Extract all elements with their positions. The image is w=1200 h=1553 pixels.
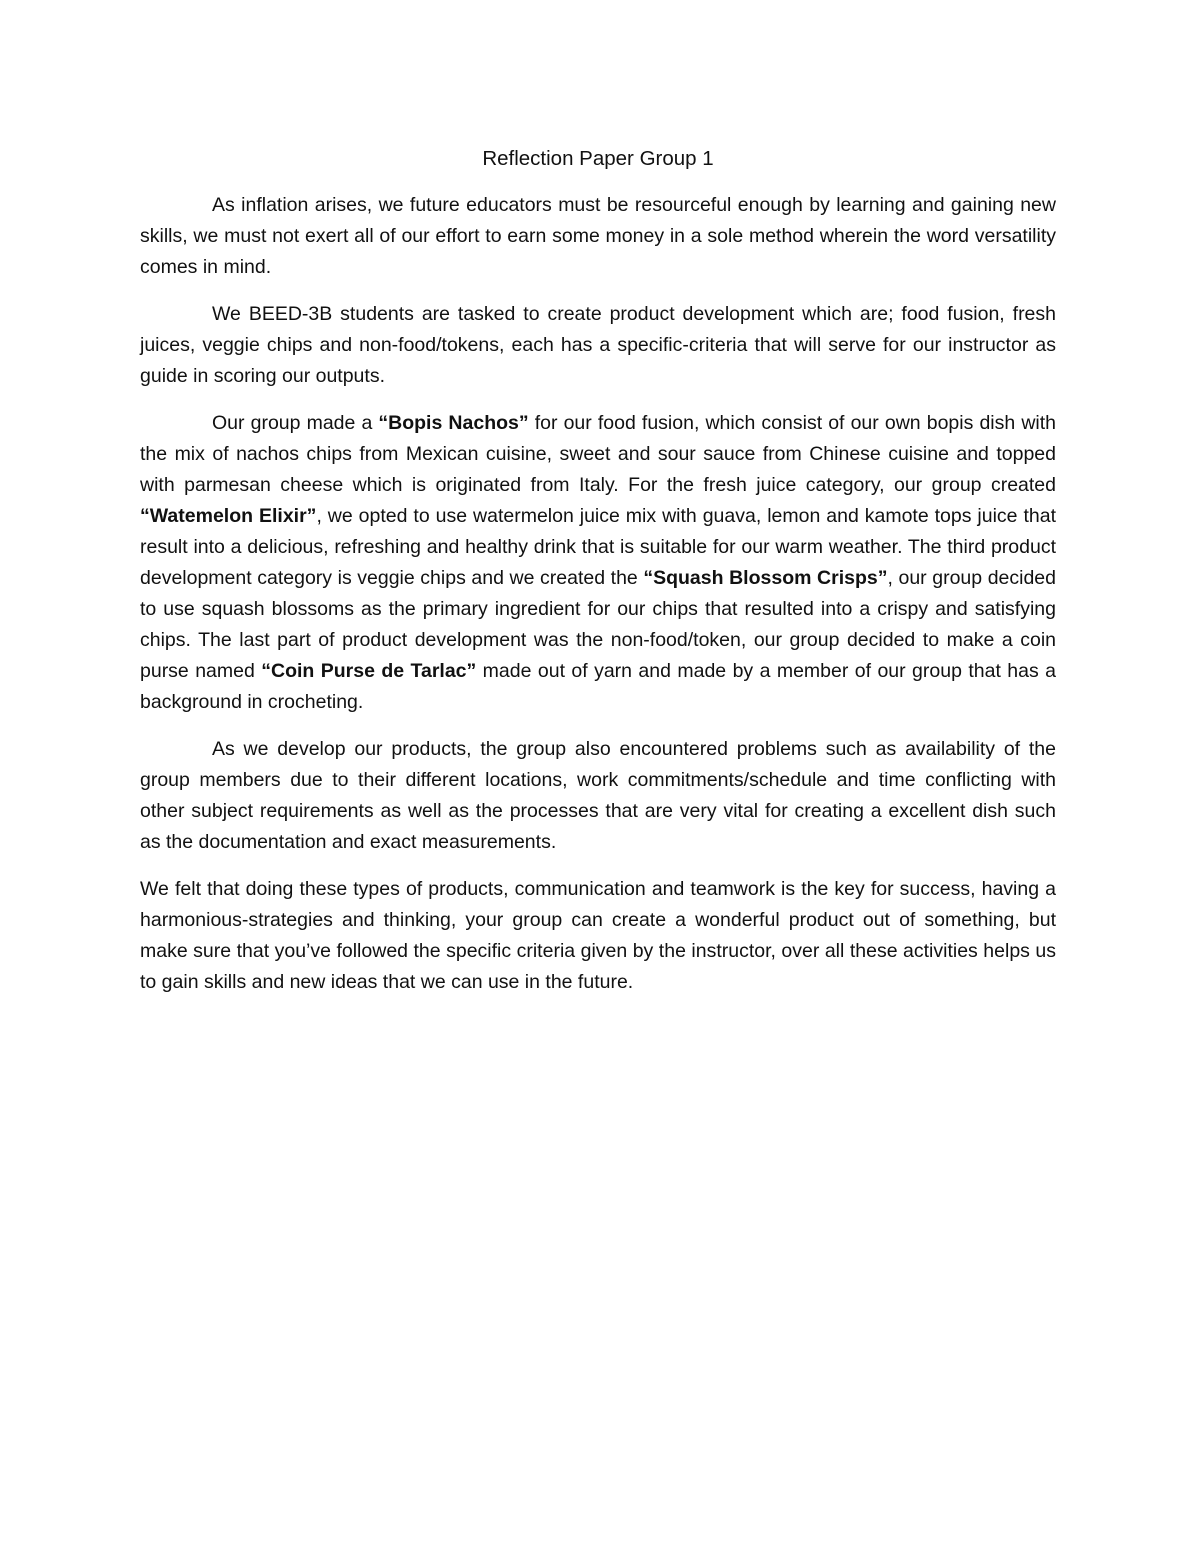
paragraph-3-text-1: Our group made a <box>212 412 379 434</box>
paragraph-3-text-2: for our food fusion, which consist of our own bopis dish with the mix of nachos chips from Mexican cuisine, sweet and sour sauce from Chinese cuisine and topped with parmesan cheese which is originated from Italy. For the fresh juice category, our group created <box>140 412 1056 496</box>
document-title: Reflection Paper Group 1 <box>482 147 714 170</box>
paragraph-3 <box>140 408 1056 718</box>
paragraph-3-text-3: , we opted to use watermelon juice mix with guava, lemon and kamote tops juice that result into a delicious, refreshing and healthy drink that is suitable for our warm weather. The third product development category is veggie chips and we created the <box>140 505 1057 589</box>
paragraph-4: As we develop our products, the group also encountered problems such as availability of the group members due to their different locations, work commitments/schedule and time conflicting with other subject requirements as well as the processes that are very vital for creating a excellent dish such as the documentation and exact measurements. <box>140 738 1056 853</box>
product-name-bopis-nachos: “Bopis Nachos” <box>378 412 529 434</box>
document-body <box>140 143 1056 1014</box>
product-name-watermelon-elixir: “Watemelon Elixir” <box>140 505 317 527</box>
product-name-coin-purse: “Coin Purse de Tarlac” <box>261 660 477 682</box>
paragraph-1: As inflation arises, we future educators must be resourceful enough by learning and gaining new skills, we must not exert all of our effort to earn some money in a sole method wherein the word versatility comes in mind. <box>140 194 1056 278</box>
paragraph-2: We BEED-3B students are tasked to create product development which are; food fusion, fresh juices, veggie chips and non-food/tokens, each has a specific-criteria that will serve for our instructor as guide in scoring our outputs. <box>140 303 1056 387</box>
paragraph-3-text-5: made out of yarn and made by a member of our group that has a background in crocheting. <box>140 660 1056 713</box>
product-name-squash-blossom-crisps: “Squash Blossom Crisps” <box>643 567 888 589</box>
paragraph-3-text-4: , our group decided to use squash blossoms as the primary ingredient for our chips that resulted into a crispy and satisfying chips. The last part of product development was the non-food/token, our group decided to make a coin purse named <box>140 567 1057 682</box>
paragraph-5: We felt that doing these types of products, communication and teamwork is the key for success, having a harmonious-strategies and thinking, your group can create a wonderful product out of something, but make sure that you’ve followed the specific criteria given by the instructor, over all these activities helps us to gain skills and new ideas that we can use in the future. <box>140 878 1056 993</box>
